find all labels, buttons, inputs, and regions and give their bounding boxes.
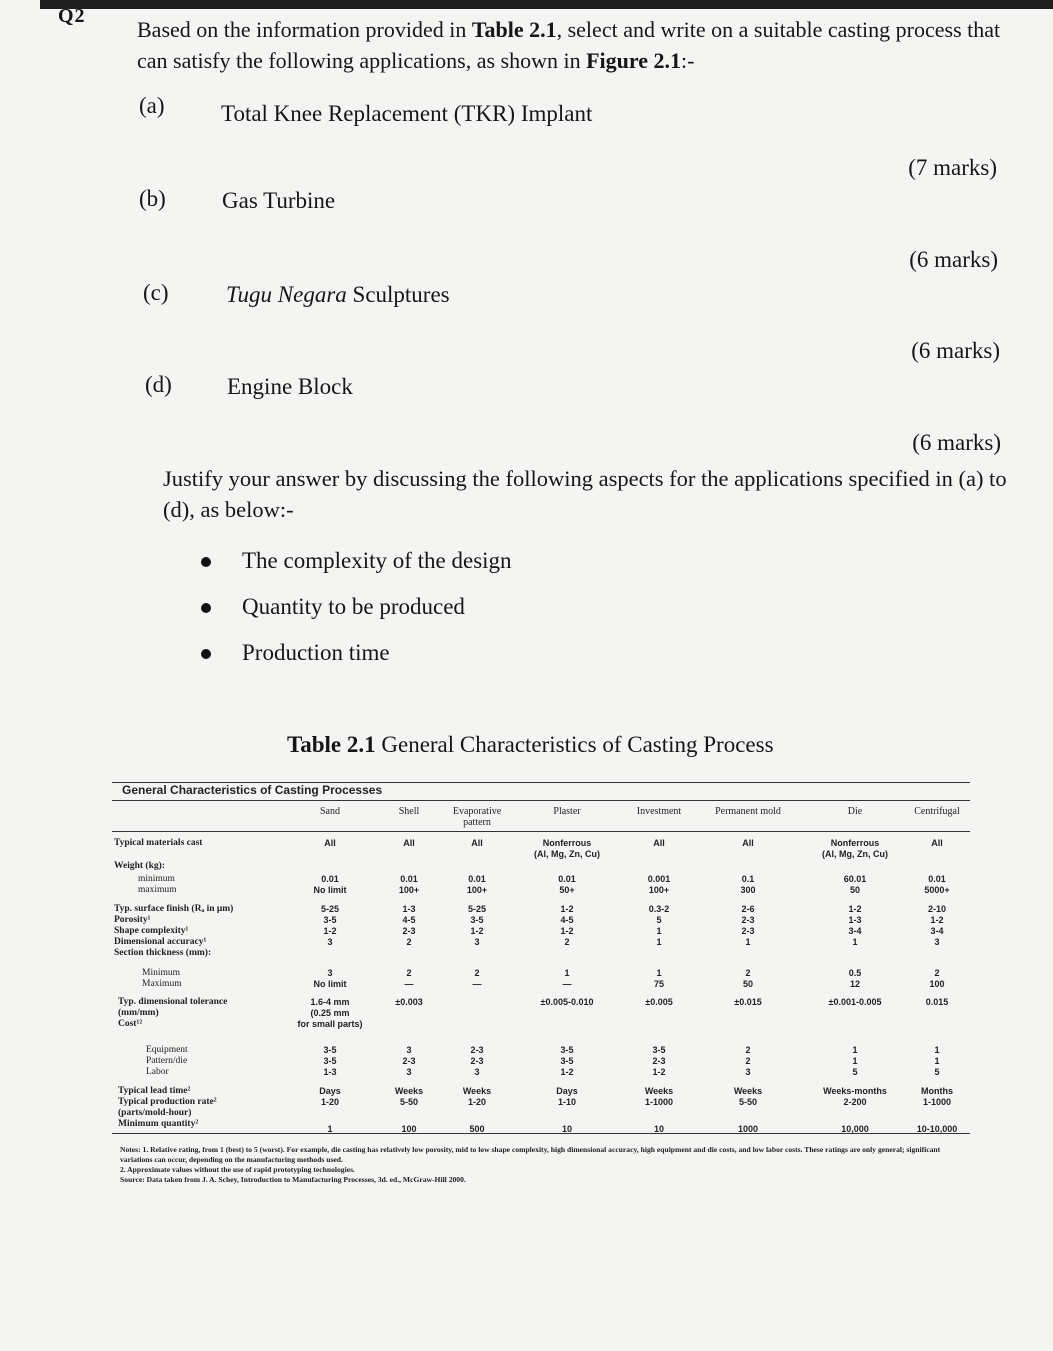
cell-weight-max: 100+ xyxy=(648,885,670,895)
cell-labor: 1-2 xyxy=(560,1067,574,1077)
cell-weight-min: 0.01 xyxy=(400,874,418,884)
row-label-cost: Cost¹² xyxy=(118,1019,143,1029)
cell-dimacc: 2 xyxy=(406,937,412,947)
cell-rate: 1-1000 xyxy=(644,1097,674,1107)
question-stem xyxy=(137,14,1007,76)
cell-sec-min: 1 xyxy=(564,968,570,978)
cell-tol: ±0.015 xyxy=(734,997,762,1007)
note-source: Source: Data taken from J. A. Schey, Introduction to Manufacturing Processes, 3d. ed., McGraw-Hill 2000. xyxy=(120,1175,466,1184)
bullet-dot xyxy=(201,557,211,567)
cell-finish: 2-10 xyxy=(927,904,946,914)
cell-dimacc: 3 xyxy=(327,937,333,947)
cell-pattern: 1 xyxy=(852,1056,858,1066)
cell-finish: 1-2 xyxy=(848,904,862,914)
column-header: Sand xyxy=(320,806,340,817)
cell-lead: Weeks xyxy=(644,1086,674,1096)
row-label-lead: Typical lead time² xyxy=(118,1086,191,1096)
row-label-equipment: Equipment xyxy=(146,1045,188,1055)
cell-dimacc: 1 xyxy=(745,937,751,947)
bullet-dot xyxy=(201,603,211,613)
note-2: 2. Approximate values without the use of rapid prototyping technologies. xyxy=(120,1165,355,1174)
cell-lead: Weeks xyxy=(733,1086,763,1096)
cell-finish: 1-2 xyxy=(560,904,574,914)
cell-minqty: 10-10,000 xyxy=(916,1124,958,1134)
cell-porosity: 3-5 xyxy=(323,915,337,925)
stem-figure-ref: Figure 2.1 xyxy=(586,48,682,73)
part-c-rest: Sculptures xyxy=(346,282,450,307)
cell-dimacc: 1 xyxy=(656,937,662,947)
cell-minqty: 1 xyxy=(327,1124,333,1134)
row-label-maximum: maximum xyxy=(138,885,177,895)
cell-materials: Nonferrous xyxy=(830,838,880,848)
row-label-minimum: minimum xyxy=(138,874,175,884)
cell-weight-max: 50+ xyxy=(559,885,575,895)
cell-shape: 1 xyxy=(656,926,662,936)
cell-materials: All xyxy=(931,838,943,848)
cell-materials: All xyxy=(742,838,754,848)
cell-porosity: 1-3 xyxy=(848,915,862,925)
note-1: Notes: 1. Relative rating, from 1 (best) to 5 (worst). For example, die casting has relatively low porosity, mid to low shape complexity, high dimensional accuracy, high equipment and die costs, and low labor costs. These ratings are only general; significant variations can occur, depending on the manufacturing methods used. xyxy=(120,1145,941,1164)
cell-minqty: 100 xyxy=(401,1124,417,1134)
row-label-finish: Typ. surface finish (Rₐ in μm) xyxy=(114,904,234,914)
cell-pattern: 2-3 xyxy=(470,1056,484,1066)
cell-weight-min: 0.01 xyxy=(928,874,946,884)
cell-weight-min: 0.1 xyxy=(741,874,755,884)
cell-weight-max: 100+ xyxy=(398,885,420,895)
row-label-sec-min: Minimum xyxy=(142,968,181,978)
cell-rate: 2-200 xyxy=(843,1097,867,1107)
bullet-text: Quantity to be produced xyxy=(242,594,465,619)
cell-tol: ±0.005 xyxy=(645,997,673,1007)
cell-pattern: 1 xyxy=(934,1056,940,1066)
cell-equipment: 2-3 xyxy=(470,1045,484,1055)
cell-tol: 1.6-4 mm xyxy=(310,997,350,1007)
cell-weight-min: 0.001 xyxy=(647,874,671,884)
stem-table-ref: Table 2.1 xyxy=(471,17,557,42)
cell-rate: 5-50 xyxy=(738,1097,757,1107)
cell-finish: 5-25 xyxy=(320,904,339,914)
cell-porosity: 1-2 xyxy=(930,915,944,925)
cell-weight-max: No limit xyxy=(313,885,347,895)
cell-equipment: 2 xyxy=(745,1045,751,1055)
cell-pattern: 2-3 xyxy=(402,1056,416,1066)
column-header: Evaporative pattern xyxy=(452,806,502,828)
stem-text-mid: , select and write on a suitable casting process that can satisfy the following applications, as shown in xyxy=(137,17,1001,73)
cell-sec-min: 3 xyxy=(327,968,333,978)
row-label-shape: Shape complexity¹ xyxy=(114,926,189,936)
cell-lead: Months xyxy=(921,1086,953,1096)
cell-shape: 1-2 xyxy=(560,926,574,936)
cell-shape: 1-2 xyxy=(323,926,337,936)
column-header: Shell xyxy=(398,806,420,817)
cell-labor: 3 xyxy=(406,1067,412,1077)
row-label-rate1: Typical production rate² xyxy=(118,1097,217,1107)
cell-tol: ±0.001-0.005 xyxy=(828,997,882,1007)
row-label-section: Section thickness (mm): xyxy=(114,948,212,958)
table-caption-number: Table 2.1 xyxy=(287,732,376,757)
table-title: General Characteristics of Casting Processes xyxy=(122,783,383,797)
cell-dimacc: 2 xyxy=(564,937,570,947)
table-caption-text: General Characteristics of Casting Process xyxy=(375,732,774,757)
cell-minqty: 500 xyxy=(469,1124,485,1134)
stem-text-post: :- xyxy=(681,48,695,73)
cell-equipment: 3-5 xyxy=(652,1045,666,1055)
table-title-rule xyxy=(112,800,970,801)
cell-sec-min: 2 xyxy=(934,968,940,978)
cell-finish: 0.3-2 xyxy=(648,904,670,914)
part-b-marks: (6 marks) xyxy=(909,247,998,272)
question-number: Q2 xyxy=(58,5,86,27)
cell-lead: Weeks xyxy=(394,1086,424,1096)
cell-equipment: 3 xyxy=(406,1045,412,1055)
part-d-label: (d) xyxy=(145,372,172,397)
table-header-rule xyxy=(112,831,970,832)
cell-lead: Weeks-months xyxy=(823,1086,887,1096)
cell-materials-sub: (Al, Mg, Zn, Cu) xyxy=(822,849,888,859)
cell-rate: 1-10 xyxy=(557,1097,576,1107)
cell-sec-max: — xyxy=(404,979,414,989)
part-c-text xyxy=(226,282,450,308)
casting-characteristics-table xyxy=(112,775,974,1195)
table-notes xyxy=(120,1145,970,1185)
row-label-materials: Typical materials cast xyxy=(114,838,203,848)
cell-weight-max: 5000+ xyxy=(924,885,950,895)
cell-minqty: 1000 xyxy=(737,1124,759,1134)
row-label-pattern: Pattern/die xyxy=(146,1056,188,1066)
part-a-text: Total Knee Replacement (TKR) Implant xyxy=(221,101,593,126)
cell-shape: 3-4 xyxy=(930,926,944,936)
cell-labor: 3 xyxy=(745,1067,751,1077)
row-label-tol1: Typ. dimensional tolerance xyxy=(118,997,228,1007)
cell-weight-max: 50 xyxy=(849,885,860,895)
cell-materials: All xyxy=(471,838,483,848)
cell-materials-sub: (Al, Mg, Zn, Cu) xyxy=(534,849,600,859)
cell-tol: 0.015 xyxy=(925,997,949,1007)
row-label-minqty: Minimum quantity² xyxy=(118,1119,199,1129)
cell-pattern: 3-5 xyxy=(560,1056,574,1066)
cell-rate: 1-20 xyxy=(467,1097,486,1107)
part-d-text: Engine Block xyxy=(227,374,353,399)
cell-equipment: 3-5 xyxy=(560,1045,574,1055)
part-c-marks: (6 marks) xyxy=(911,338,1000,363)
part-c-label: (c) xyxy=(143,280,169,305)
table-caption xyxy=(287,732,774,758)
cell-pattern: 2 xyxy=(745,1056,751,1066)
bullet-text: Production time xyxy=(242,640,390,665)
top-dark-bar xyxy=(40,0,1053,9)
part-b-text: Gas Turbine xyxy=(222,188,336,213)
cell-minqty: 10,000 xyxy=(841,1124,869,1134)
cell-sec-max: — xyxy=(472,979,482,989)
cell-sec-min: 1 xyxy=(656,968,662,978)
cell-lead: Days xyxy=(319,1086,341,1096)
cell-weight-min: 0.01 xyxy=(468,874,486,884)
cell-labor: 1-3 xyxy=(323,1067,337,1077)
cell-porosity: 2-3 xyxy=(741,915,755,925)
cell-labor: 1-2 xyxy=(652,1067,666,1077)
cell-rate: 1-20 xyxy=(320,1097,339,1107)
part-a-label: (a) xyxy=(139,93,165,118)
cell-pattern: 3-5 xyxy=(323,1056,337,1066)
row-label-sec-max: Maximum xyxy=(142,979,182,989)
cell-materials: All xyxy=(403,838,415,848)
cell-sec-min: 0.5 xyxy=(848,968,862,978)
cell-sec-max: 100 xyxy=(929,979,945,989)
cell-weight-min: 0.01 xyxy=(321,874,339,884)
cell-shape: 2-3 xyxy=(741,926,755,936)
cell-finish: 1-3 xyxy=(402,904,416,914)
column-header: Plaster xyxy=(553,806,581,817)
cell-weight-max: 100+ xyxy=(466,885,488,895)
row-label-labor: Labor xyxy=(146,1067,169,1077)
cell-sec-max: 75 xyxy=(653,979,664,989)
cell-shape: 1-2 xyxy=(470,926,484,936)
column-header: Die xyxy=(847,806,863,817)
cell-finish: 2-6 xyxy=(741,904,755,914)
cell-porosity: 3-5 xyxy=(470,915,484,925)
cell-porosity: 5 xyxy=(656,915,662,925)
cell-sec-max: — xyxy=(562,979,572,989)
cell-labor: 5 xyxy=(934,1067,940,1077)
cell-weight-min: 0.01 xyxy=(558,874,576,884)
cell-tol-sub1: (0.25 mm xyxy=(310,1008,350,1018)
cell-sec-max: No limit xyxy=(313,979,347,989)
cell-materials: All xyxy=(653,838,665,848)
cell-pattern: 2-3 xyxy=(652,1056,666,1066)
cell-finish: 5-25 xyxy=(467,904,486,914)
cell-labor: 3 xyxy=(474,1067,480,1077)
row-label-tol2: (mm/mm) xyxy=(118,1008,159,1018)
cell-sec-min: 2 xyxy=(745,968,751,978)
row-label-weight: Weight (kg): xyxy=(114,861,165,871)
cell-minqty: 10 xyxy=(653,1124,664,1134)
bullet-text: The complexity of the design xyxy=(242,548,512,573)
cell-rate: 5-50 xyxy=(399,1097,418,1107)
justify-instruction: Justify your answer by discussing the following aspects for the applications specified in (a) to (d), as below:- xyxy=(163,466,1007,522)
cell-materials: All xyxy=(324,838,336,848)
cell-dimacc: 3 xyxy=(934,937,940,947)
part-b-label: (b) xyxy=(139,186,166,211)
cell-lead: Weeks xyxy=(462,1086,492,1096)
bullet-dot xyxy=(201,649,211,659)
cell-tol-sub2: for small parts) xyxy=(297,1019,363,1029)
cell-shape: 2-3 xyxy=(402,926,416,936)
cell-sec-min: 2 xyxy=(474,968,480,978)
cell-lead: Days xyxy=(556,1086,578,1096)
cell-minqty: 10 xyxy=(561,1124,572,1134)
column-header: Permanent mold xyxy=(715,806,781,817)
cell-rate: 1-1000 xyxy=(922,1097,952,1107)
row-label-rate2: (parts/mold-hour) xyxy=(118,1108,192,1118)
cell-equipment: 1 xyxy=(934,1045,940,1055)
cell-dimacc: 3 xyxy=(474,937,480,947)
cell-weight-min: 60.01 xyxy=(843,874,867,884)
part-a-marks: (7 marks) xyxy=(908,155,997,180)
cell-materials: Nonferrous xyxy=(542,838,592,848)
stem-text: Based on the information provided in xyxy=(137,17,472,42)
cell-equipment: 3-5 xyxy=(323,1045,337,1055)
cell-shape: 3-4 xyxy=(848,926,862,936)
row-label-dimacc: Dimensional accuracy¹ xyxy=(114,937,207,947)
cell-tol: ±0.003 xyxy=(395,997,423,1007)
cell-sec-max: 12 xyxy=(849,979,860,989)
part-d-marks: (6 marks) xyxy=(912,430,1001,455)
cell-weight-max: 300 xyxy=(740,885,756,895)
column-header: Investment xyxy=(636,806,682,817)
part-c-italic: Tugu Negara xyxy=(226,282,347,307)
cell-dimacc: 1 xyxy=(852,937,858,947)
cell-porosity: 4-5 xyxy=(402,915,416,925)
cell-labor: 5 xyxy=(852,1067,858,1077)
cell-sec-max: 50 xyxy=(742,979,753,989)
cell-equipment: 1 xyxy=(852,1045,858,1055)
cell-sec-min: 2 xyxy=(406,968,412,978)
cell-tol: ±0.005-0.010 xyxy=(540,997,594,1007)
cell-porosity: 4-5 xyxy=(560,915,574,925)
row-label-porosity: Porosity¹ xyxy=(114,915,151,925)
column-header: Centrifugal xyxy=(914,806,960,817)
